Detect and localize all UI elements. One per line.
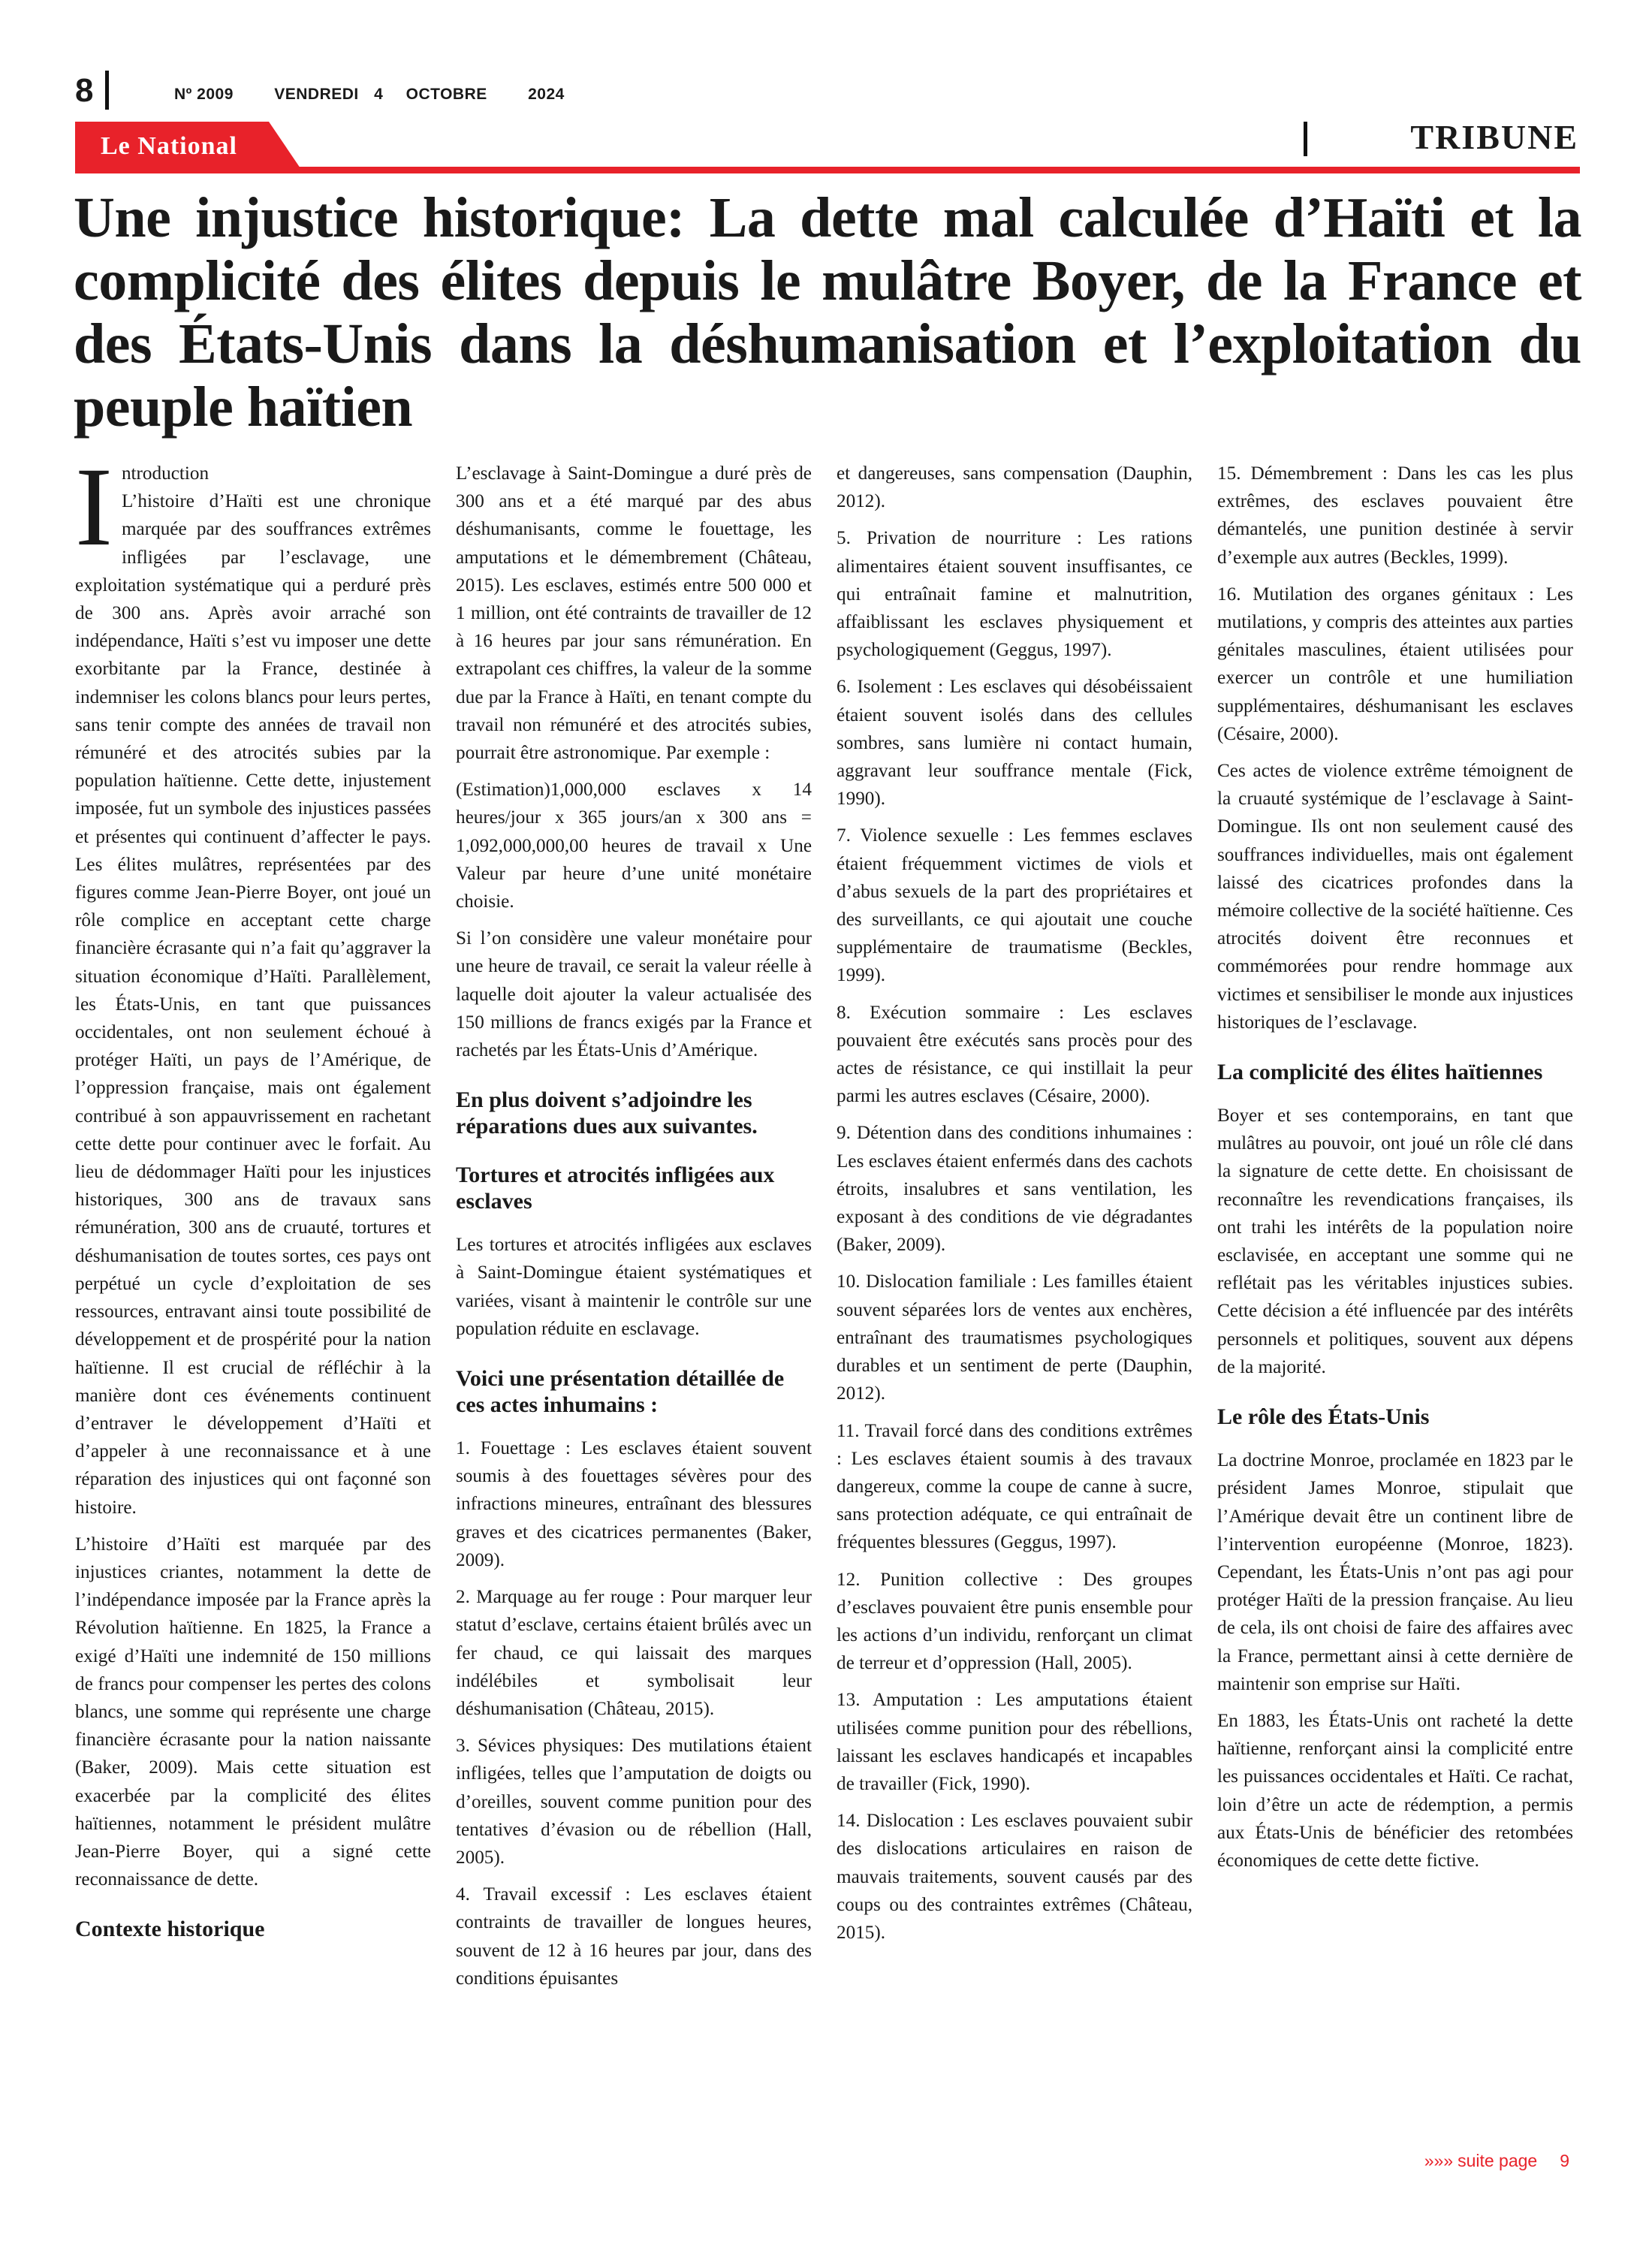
column-3: [837, 460, 1192, 1956]
page-number: 8: [75, 72, 94, 109]
continued-link[interactable]: [1424, 2151, 1569, 2171]
paragraph: L’histoire d’Haïti est marquée par des injustices criantes, notamment la dette de l’indépendance imposée par la France après la Révolution haïtienne. En 1825, la France a exigé d’Haïti une indemnité de 150 millions de francs pour compenser les pertes des colons blancs, une somme qui représente une charge financière écrasante pour la nation naissante (Baker, 2009). Mais cette situation est exacerbée par la complicité des élites haïtiennes, notamment le président mulâtre Jean-Pierre Boyer, qui a signé cette reconnaissance de dette.: [75, 1534, 431, 1890]
subheading-elites: La complicité des élites haïtiennes: [1217, 1060, 1543, 1085]
list-item: 1. Fouettage : Les esclaves étaient souvent soumis à des fouettages sévères pour des infractions mineures, entraînant des blessures graves et des cicatrices permanentes (Baker, 2009).: [456, 1438, 812, 1570]
paragraph: La doctrine Monroe, proclamée en 1823 par le président James Monroe, stipulait que l’Amérique devait être un continent libre de l’intervention européenne (Monroe, 1823). Cependant, les États-Unis n’ont pas agi pour protéger Haïti de la pression française. Au lieu de cela, ils ont choisi de faire des affaires avec la France, permettant ainsi à cette dernière de maintenir son emprise sur Haïti.: [1217, 1450, 1573, 1694]
issue-info: [174, 86, 601, 104]
section-divider: [1304, 122, 1307, 156]
list-item: 5. Privation de nourriture : Les rations alimentaires étaient souvent insuffisantes, ce qui entraînait famine et malnutrition, affaiblissant les esclaves physiquement et psychologiquement (Geggus, 1997).: [837, 528, 1192, 661]
subheading-usa: Le rôle des États-Unis: [1217, 1404, 1430, 1430]
intro-block: [75, 445, 431, 1522]
paragraph: et dangereuses, sans compensation (Dauphin, 2012).: [837, 463, 1192, 512]
drop-cap: I: [75, 445, 113, 569]
list-item: 12. Punition collective : Des groupes d’esclaves pouvaient être punis ensemble pour les actions d’un individu, renforçant un climat de terreur et d’oppression (Hall, 2005).: [837, 1569, 1192, 1674]
column-2: [456, 460, 812, 2001]
list-item: 13. Amputation : Les amputations étaient utilisées comme punition pour des rébellions, laissant les esclaves handicapés et incapables de travailler (Fick, 1990).: [837, 1690, 1192, 1794]
list-item: 6. Isolement : Les esclaves qui désobéissaient étaient souvent isolés dans des cellules sombres, sans lumière ni contact humain, aggravant leur souffrance mentale (Fick, 1990).: [837, 677, 1192, 810]
list-item: 9. Détention dans des conditions inhumaines : Les esclaves étaient enfermés dans des cachots étroits, insalubres et sans ventilation, les exposant à des conditions de vie dégradantes (Baker, 2009).: [837, 1123, 1192, 1256]
paragraph: En 1883, les États-Unis ont racheté la dette haïtienne, renforçant ainsi la complicité entre les puissances occidentales et Haïti. Ce rachat, loin d’être un acte de rédemption, a permis aux États-Unis de bénéficier des retombées économiques de cette dette fictive.: [1217, 1710, 1573, 1871]
estimation-paragraph: (Estimation)1,000,000 esclaves x 14 heures/jour x 365 jours/an x 300 ans = 1,092,000,000,00 heures de travail x Une Valeur par heure d’une unité monétaire choisie.: [456, 780, 812, 912]
paragraph: L’esclavage à Saint-Domingue a duré près de 300 ans et a été marqué par des abus déshumanisants, comme le fouettage, les amputations et le démembrement (Château, 2015). Les esclaves, estimés entre 500 000 et 1 million, ont été contraints de travailler de 12 à 16 heures par jour sans rémunération. En extrapolant ces chiffres, la valeur de la somme due par la France à Haïti, en tenant compte du travail non rémunéré et des atrocités subies, pourrait être astronomique. Par exemple :: [456, 463, 812, 764]
issue-date: 4: [374, 86, 384, 103]
continued-label: suite page: [1458, 2151, 1538, 2170]
subheading-tortures: Tortures et atrocités infligées aux esclaves: [456, 1163, 775, 1214]
issue-year: 2024: [528, 86, 565, 103]
list-item: 7. Violence sexuelle : Les femmes esclaves étaient fréquemment victimes de viols et d’abus sexuels de la part des propriétaires et des surveillants, ce qui ajoutait une couche supplémentaire de traumatisme (Beckles, 1999).: [837, 825, 1192, 986]
folio-divider: [105, 71, 109, 110]
intro-paragraph: L’histoire d’Haïti est une chronique marquée par des souffrances extrêmes infligées par l’esclavage, une exploitation systématique qui a perduré près de 300 ans. Après avoir arraché son indépendance, Haïti s’est vu imposer une dette exorbitante par la France, destinée à indemniser les colons blancs pour leurs pertes, sans tenir compte des années de travail non rémunéré et des atrocités subies par la population haïtienne. Cette dette, injustement imposée, fut un symbole des injustices passées et présentes qui continuent d’affecter le pays. Les élites mulâtres, représentées par des figures comme Jean-Pierre Boyer, ont joué un rôle complice en acceptant cette charge financière écrasante qui n’a fait qu’aggraver la situation économique d’Haïti. Parallèlement, les États-Unis, en tant que puissances occidentales, ont non seulement échoué à protéger Haïti, un pays de l’Amérique, de l’oppression française, mais ont également contribué à son appauvrissement en rachetant cette dette pour continuer avec le forfait. Au lieu de dédommager Haïti pour les injustices historiques, 300 ans de travaux sans rémunération, 300 ans de cruauté, tortures et déshumanisation de toutes sortes, ces pays ont perpétué un cycle d’exploitation de ses ressources, entravant ainsi toute possibilité de développement et de prospérité pour la nation haïtienne. Il est crucial de réfléchir à la manière dont ces événements continuent d’entraver le développement d’Haïti et d’appeler à une reconnaissance et à une réparation des injustices qui ont façonné son histoire.: [75, 491, 431, 1518]
header-rule: [75, 167, 1580, 173]
brand-name: Le National: [101, 132, 237, 160]
issue-day: VENDREDI: [274, 86, 359, 103]
intro-label: ntroduction: [121, 463, 210, 484]
list-item: 11. Travail forcé dans des conditions extrêmes : Les esclaves étaient soumis à des travaux dangereux, comme la coupe de canne à sucre, sans protection adéquate, ce qui entraînait de fréquentes blessures (Geggus, 1997).: [837, 1420, 1192, 1553]
continued-arrows: »»»: [1424, 2151, 1454, 2170]
subheading-reparations: En plus doivent s’adjoindre les réparations dues aux suivantes.: [456, 1087, 758, 1139]
list-item: 15. Démembrement : Dans les cas les plus extrêmes, des esclaves pouvaient être démantelés, une punition destinée à servir d’exemple aux autres (Beckles, 1999).: [1217, 463, 1573, 568]
issue-number: Nº 2009: [174, 86, 234, 103]
paragraph: Si l’on considère une valeur monétaire pour une heure de travail, ce serait la valeur réelle à laquelle doit ajouter la valeur actualisée des 150 millions de francs exigés par la France et rachetés par les États-Unis d’Amérique.: [456, 928, 812, 1061]
paragraph: Ces actes de violence extrême témoignent de la cruauté systémique de l’esclavage à Saint-Domingue. Ils ont non seulement causé des souffrances individuelles, mais ont également laissé des cicatrices profondes dans la mémoire collective de la société haïtienne. Ces atrocités doivent être reconnues et commémorées pour rendre hommage aux victimes et sensibiliser le monde aux injustices historiques de l’esclavage.: [1217, 761, 1573, 1033]
paragraph: Boyer et ses contemporains, en tant que mulâtres au pouvoir, ont joué un rôle clé dans la signature de cette dette. En choisissant de reconnaître les revendications françaises, ils ont trahi les intérêts de la population noire esclavisée, en acceptant une somme qui ne reflétait pas les véritables injustices subies. Cette décision a été influencée par des intérêts personnels et politiques, souvent aux dépens de la majorité.: [1217, 1105, 1573, 1377]
issue-month: OCTOBRE: [405, 86, 487, 103]
headline: Une injustice historique: La dette mal calculée d’Haïti et la complicité des élites depuis le mulâtre Boyer, de la France et des États-Unis dans la déshumanisation et l’exploitation du peuple haïtien: [74, 186, 1581, 439]
list-item: 8. Exécution sommaire : Les esclaves pouvaient être exécutés sans procès pour des actes de résistance, ce qui instillait la peur parmi les autres esclaves (Césaire, 2000).: [837, 1002, 1192, 1107]
column-1: [75, 445, 431, 1959]
subheading-presentation: Voici une présentation détaillée de ces actes inhumains :: [456, 1366, 785, 1418]
column-4: [1217, 460, 1573, 1884]
subheading-context: Contexte historique: [75, 1917, 265, 1942]
list-item: 16. Mutilation des organes génitaux : Les mutilations, y compris des atteintes aux parties génitales masculines, étaient utilisées pour exercer un contrôle et une humiliation supplémentaires, déshumanisant les esclaves (Césaire, 2000).: [1217, 584, 1573, 744]
continued-page-number: 9: [1560, 2151, 1569, 2170]
list-item: 3. Sévices physiques: Des mutilations étaient infligées, telles que l’amputation de doigts ou d’oreilles, souvent comme punition pour des tentatives d’évasion ou de rébellion (Hall, 2005).: [456, 1736, 812, 1868]
list-item: 10. Dislocation familiale : Les familles étaient souvent séparées lors de ventes aux enchères, entraînant des traumatismes psychologiques durables et un sentiment de perte (Dauphin, 2012).: [837, 1271, 1192, 1404]
paragraph: Les tortures et atrocités infligées aux esclaves à Saint-Domingue étaient systématiques et variées, visant à maintenir le contrôle sur une population réduite en esclavage.: [456, 1235, 812, 1339]
list-item: 14. Dislocation : Les esclaves pouvaient subir des dislocations articulaires en raison de mauvais traitements, souvent causés par des coups ou des contraintes extrêmes (Château, 2015).: [837, 1811, 1192, 1943]
section-label: TRIBUNE: [1410, 118, 1578, 156]
list-item: 4. Travail excessif : Les esclaves étaient contraints de travailler de longues heures, souvent de 12 à 16 heures par jour, dans des conditions épuisantes: [456, 1884, 812, 1989]
list-item: 2. Marquage au fer rouge : Pour marquer leur statut d’esclave, certains étaient brûlés avec un fer chaud, ce qui laissait des marques indélébiles et symbolisait leur déshumanisation (Château, 2015).: [456, 1587, 812, 1719]
